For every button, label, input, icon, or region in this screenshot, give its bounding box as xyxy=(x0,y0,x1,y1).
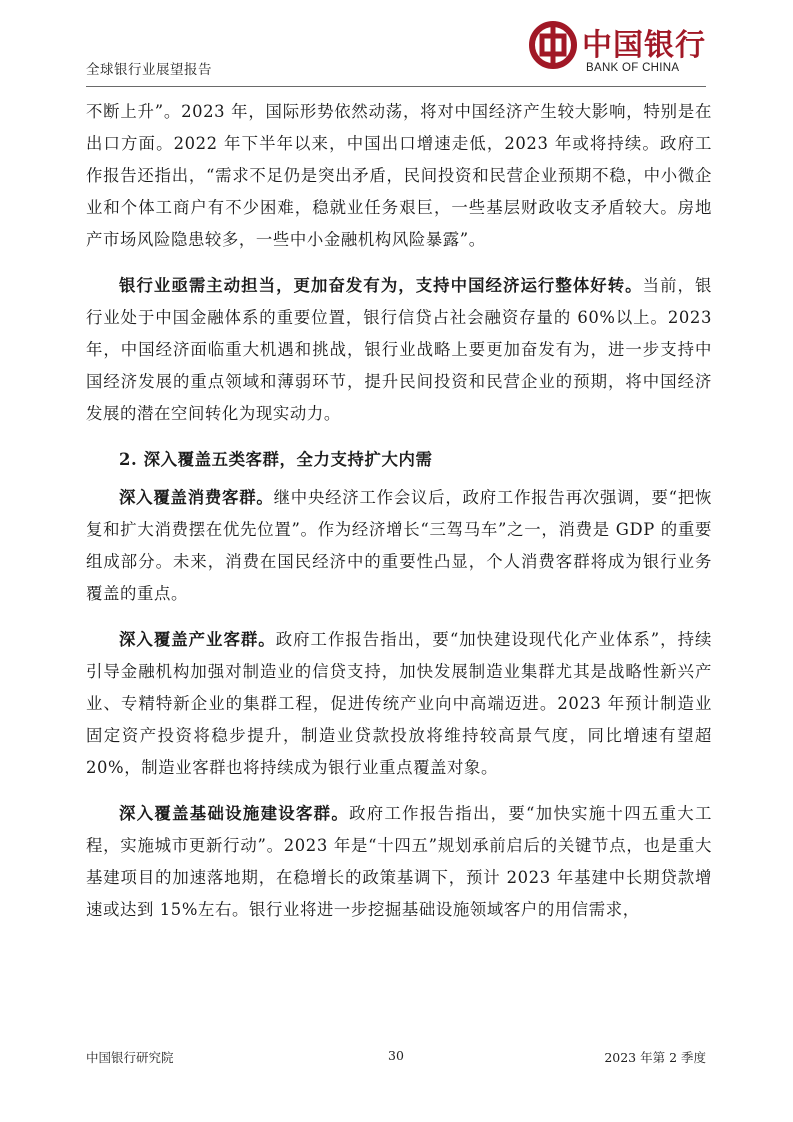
logo-chinese-name: 中国银行 xyxy=(582,28,706,63)
section-heading: 2. 深入覆盖五类客群，全力支持扩大内需 xyxy=(119,450,433,469)
paragraph-text: 当前，银行业处于中国金融体系的重要位置，银行信贷占社会融资存量的 60%以上。2023 年，中国经济面临重大机遇和挑战，银行业战略上要更加奋发有为，进一步支持中国经济发展的重点领域和薄弱环节，提升民间投资和民营企业的预期，将中国经济发展的潜在空间转化为现实动力。 xyxy=(86,276,712,423)
logo-english-name: BANK OF CHINA xyxy=(586,62,680,74)
bank-logo xyxy=(528,14,706,80)
paragraph-lead: 深入覆盖消费客群。 xyxy=(119,488,274,507)
report-title: 全球银行业展望报告 xyxy=(86,62,212,78)
paragraph-infrastructure-clients xyxy=(86,798,712,926)
page-number: 30 xyxy=(388,1048,404,1063)
footer-publisher: 中国银行研究院 xyxy=(86,1050,174,1065)
page-header xyxy=(86,14,706,87)
paragraph-text: 政府工作报告指出，要“加快实施十四五重大工程，实施城市更新行动”。2023 年是“十四五”规划承前启后的关键节点，也是重大基建项目的加速落地期，在稳增长的政策基调下，预计 2023 年基建中长期贷款增速或达到 15%左右。银行业将进一步挖掘基础设施领域客户的用信需求， xyxy=(86,804,712,919)
paragraph-consumer-clients xyxy=(86,482,712,610)
bank-of-china-emblem-icon xyxy=(528,20,578,70)
main-content xyxy=(86,96,712,926)
paragraph-text: 不断上升”。2023 年，国际形势依然动荡，将对中国经济产生较大影响，特别是在出口方面。2022 年下半年以来，中国出口增速走低，2023 年或将持续。政府工作报告还指出，“需求不足仍是突出矛盾，民间投资和民营企业预期不稳，中小微企业和个体工商户有不少困难，稳就业任务艰巨，一些基层财政收支矛盾较大。房地产市场风险隐患较多，一些中小金融机构风险暴露”。 xyxy=(86,102,712,249)
paragraph-lead: 银行业亟需主动担当，更加奋发有为，支持中国经济运行整体好转。 xyxy=(119,276,643,295)
paragraph-banking-role xyxy=(86,270,712,430)
footer-issue: 2023 年第 2 季度 xyxy=(604,1050,706,1065)
paragraph-lead: 深入覆盖基础设施建设客群。 xyxy=(119,804,350,823)
paragraph-text: 政府工作报告指出，要“加快建设现代化产业体系”，持续引导金融机构加强对制造业的信贷支持，加快发展制造业集群尤其是战略性新兴产业、专精特新企业的集群工程，促进传统产业向中高端迈进。2023 年预计制造业固定资产投资将稳步提升，制造业贷款投放将维持较高景气度，同比增速有望超 20%，制造业客群也将持续成为银行业重点覆盖对象。 xyxy=(86,630,712,777)
paragraph-continued xyxy=(86,96,712,256)
paragraph-text: 继中央经济工作会议后，政府工作报告再次强调，要“把恢复和扩大消费摆在优先位置”。作为经济增长“三驾马车”之一，消费是 GDP 的重要组成部分。未来，消费在国民经济中的重要性凸显，个人消费客群将成为银行业务覆盖的重点。 xyxy=(86,488,712,603)
paragraph-lead: 深入覆盖产业客群。 xyxy=(119,630,276,649)
paragraph-industry-clients xyxy=(86,624,712,784)
